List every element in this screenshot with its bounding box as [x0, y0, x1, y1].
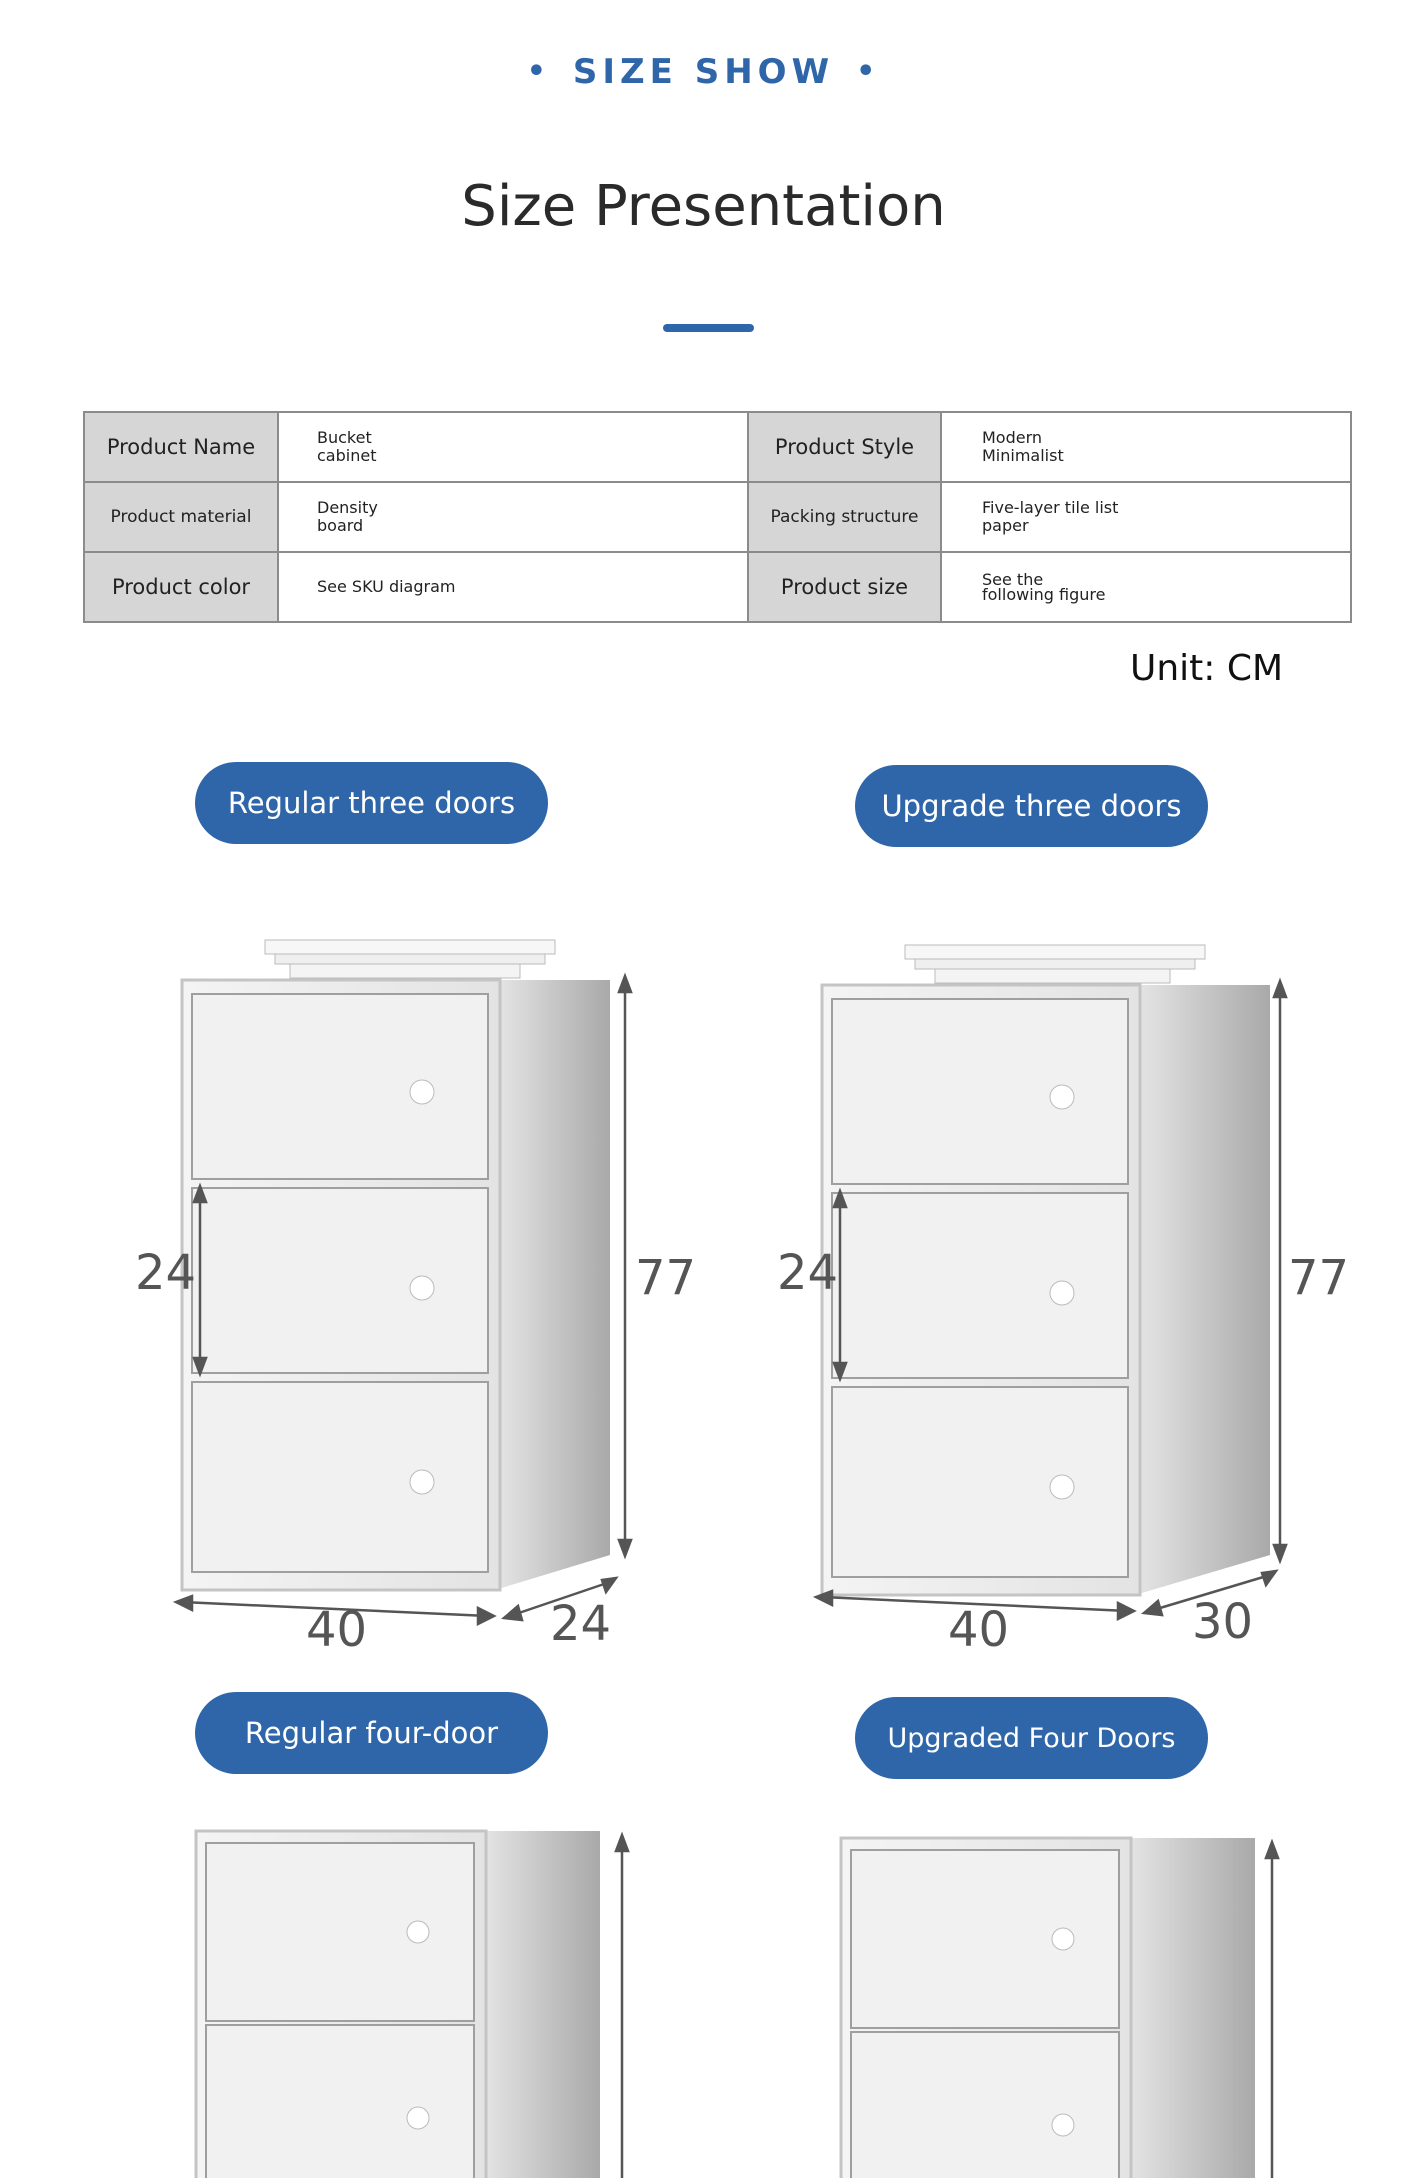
kicker-dot-right: •: [856, 54, 881, 89]
dim-total-height-1: 77: [635, 1250, 697, 1306]
kicker-text: SIZE SHOW: [572, 52, 835, 92]
page-title: Size Presentation: [461, 174, 946, 239]
dim-width-1: 40: [306, 1602, 368, 1658]
kicker-dot-left: •: [526, 54, 551, 89]
cabinet-illustration-upgrade-three: [810, 935, 1290, 1635]
dim-depth-2: 30: [1192, 1594, 1254, 1650]
cabinet-illustration-upgraded-four: [835, 1832, 1285, 2178]
variant-pill-regular-four[interactable]: Regular four-door: [195, 1692, 548, 1774]
dim-door-height-1: 24: [135, 1245, 197, 1301]
dim-door-height-2: 24: [777, 1245, 839, 1301]
spec-label-product-name: Product Name: [85, 413, 277, 481]
spec-label-product-color: Product color: [85, 553, 277, 621]
spec-label-packing-structure: Packing structure: [749, 483, 940, 551]
unit-label: Unit: CM: [1130, 648, 1284, 689]
spec-value-product-color: See SKU diagram: [279, 553, 747, 621]
cabinet-illustration-regular-four: [190, 1825, 640, 2178]
spec-value-product-name: Bucket cabinet: [279, 413, 747, 481]
spec-value-product-size: See the following figure: [942, 553, 1350, 621]
variant-pill-regular-three[interactable]: Regular three doors: [195, 762, 548, 844]
spec-value-packing-structure: Five-layer tile list paper: [942, 483, 1350, 551]
spec-table: [83, 411, 1352, 623]
spec-label-product-size: Product size: [749, 553, 940, 621]
title-underline: [663, 324, 754, 332]
cabinet-illustration-regular-three: [170, 930, 650, 1630]
size-show-kicker: [0, 52, 1407, 92]
spec-label-product-material: Product material: [85, 483, 277, 551]
variant-pill-upgraded-four[interactable]: Upgraded Four Doors: [855, 1697, 1208, 1779]
dim-depth-1: 24: [550, 1596, 612, 1652]
variant-pill-upgrade-three[interactable]: Upgrade three doors: [855, 765, 1208, 847]
spec-label-product-style: Product Style: [749, 413, 940, 481]
spec-value-product-material: Density board: [279, 483, 747, 551]
dim-total-height-2: 77: [1288, 1250, 1350, 1306]
dim-width-2: 40: [948, 1602, 1010, 1658]
spec-value-product-style: Modern Minimalist: [942, 413, 1350, 481]
